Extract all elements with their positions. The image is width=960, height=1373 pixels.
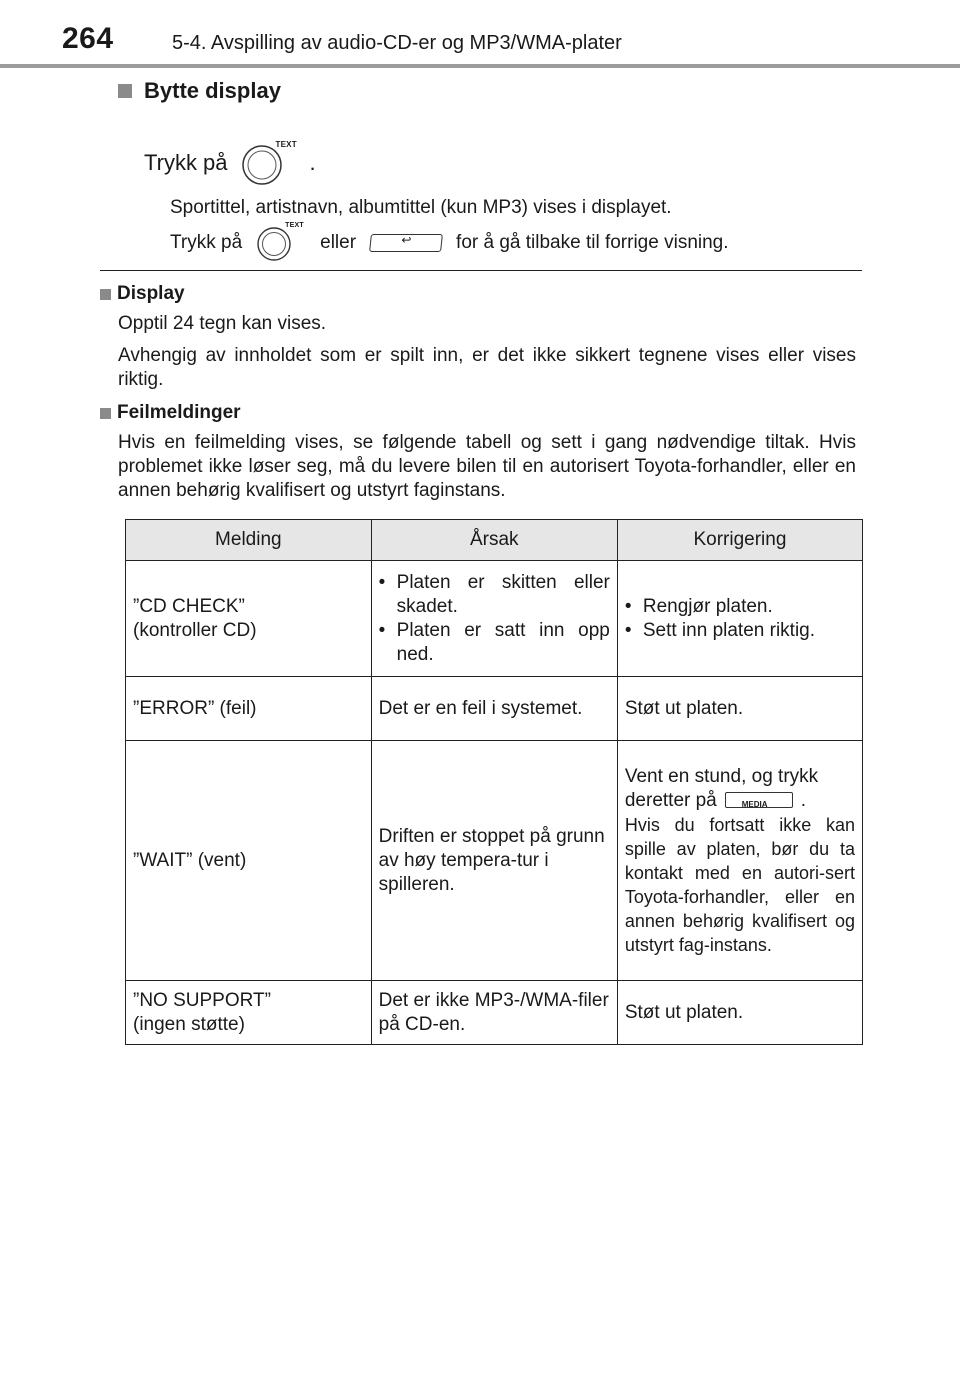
instruction-line	[144, 140, 316, 186]
cell-cause	[371, 561, 617, 677]
list-item: • Platen er skitten eller skadet.	[378, 571, 610, 617]
display-heading-text: Display	[117, 283, 185, 304]
display-heading	[100, 283, 185, 305]
error-table	[125, 519, 863, 1045]
cell-message	[126, 561, 372, 677]
list-item: • Sett inn platen riktig.	[624, 619, 816, 641]
cell-message	[126, 981, 372, 1045]
table-row	[126, 741, 863, 981]
instruction-suffix: .	[309, 150, 316, 175]
cell-fix: Støt ut platen.	[617, 677, 862, 741]
error-paragraph: Hvis en feilmelding vises, se følgende tabell og sett i gang nødvendige tiltak. Hvis problemet ikke løser seg, må du levere bilen til en autorisert Toyota-forhandler, eller en annen behørig kvalifisert og utstyrt faginstans.	[118, 432, 856, 501]
fix-prefix: Vent en stund, og trykk deretter på	[624, 765, 819, 811]
page-number: 264	[62, 22, 114, 55]
fix-rest: Hvis du fortsatt ikke kan spille av platen, bør du ta kontakt med en autori-sert Toyota-forhandler, eller en annen behørig kvalifisert og utstyrt fag-instans.	[624, 814, 855, 955]
cell-fix: Støt ut platen.	[617, 981, 862, 1045]
square-bullet-icon	[118, 84, 132, 98]
table-row	[126, 677, 863, 741]
chapter-title: 5-4. Avspilling av audio-CD-er og MP3/WMA-plater	[172, 32, 622, 54]
cell-cause: Driften er stoppet på grunn av høy tempera-tur i spilleren.	[371, 741, 617, 981]
cell-cause: Det er ikke MP3-/WMA-filer på CD-en.	[371, 981, 617, 1045]
cell-cause: Det er en feil i systemet.	[371, 677, 617, 741]
section-title-text: Bytte display	[144, 78, 281, 103]
col-header-cause: Årsak	[371, 520, 617, 561]
message-line: ”NO SUPPORT”	[133, 989, 271, 1011]
info-line: Sportittel, artistnavn, albumtittel (kun MP3) vises i displayet.	[170, 197, 672, 218]
square-bullet-icon	[100, 408, 111, 419]
header-rule	[0, 64, 960, 68]
display-paragraph-2: Avhengig av innholdet som er spilt inn, er det ikke sikkert tegnene vises eller vises riktig.	[118, 345, 856, 390]
instruction-prefix: Trykk på	[144, 150, 228, 175]
page-header	[0, 0, 960, 70]
section-divider	[100, 270, 862, 271]
list-item: • Rengjør platen.	[624, 595, 773, 617]
table-row	[126, 981, 863, 1045]
display-paragraph-1: Opptil 24 tegn kan vises.	[118, 313, 327, 334]
cell-fix	[617, 741, 862, 981]
col-header-message: Melding	[126, 520, 372, 561]
back-instruction	[170, 224, 729, 262]
back-prefix: Trykk på	[170, 232, 243, 253]
cell-fix	[617, 561, 862, 677]
back-button-icon	[369, 234, 443, 252]
knob-label: TEXT	[275, 140, 297, 149]
media-button-label: MEDIA	[741, 800, 768, 810]
table-row	[126, 561, 863, 677]
back-arrow-icon: ↩	[401, 233, 412, 247]
fix-suffix: .	[800, 789, 807, 811]
back-mid: eller	[320, 232, 357, 253]
message-line: (kontroller CD)	[133, 619, 257, 641]
square-bullet-icon	[100, 289, 111, 300]
message-line: (ingen støtte)	[133, 1013, 245, 1035]
message-line: ”CD CHECK”	[133, 595, 245, 617]
media-button-icon	[725, 792, 793, 808]
table-header-row	[126, 520, 863, 561]
error-heading-text: Feilmeldinger	[117, 402, 241, 423]
section-title-bytte-display	[118, 78, 281, 104]
cell-message: ”WAIT” (vent)	[126, 741, 372, 981]
col-header-fix: Korrigering	[617, 520, 862, 561]
text-knob-icon	[254, 224, 306, 262]
knob-label: TEXT	[285, 222, 304, 229]
error-heading	[100, 402, 241, 424]
cell-message: ”ERROR” (feil)	[126, 677, 372, 741]
list-item: • Platen er satt inn opp ned.	[378, 619, 610, 665]
text-knob-icon	[238, 140, 300, 186]
back-suffix: for å gå tilbake til forrige visning.	[456, 232, 729, 253]
